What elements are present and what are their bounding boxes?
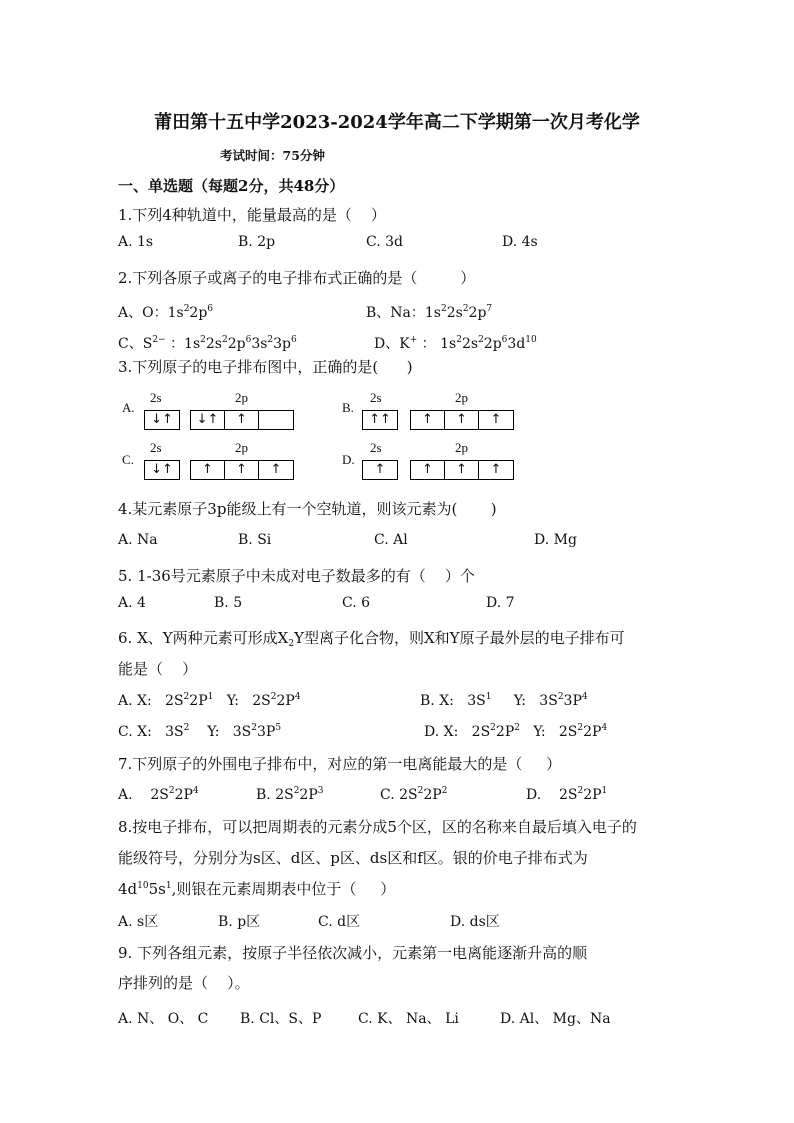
q2-option-a: A、O：$1s^22p^6$ xyxy=(118,304,214,321)
q4-option-c: C. Al xyxy=(374,532,408,548)
q1-option-d: D. 4s xyxy=(502,234,538,250)
q4-option-d: D. Mg xyxy=(534,532,577,548)
q7-option-a: A. $2S^22P^4$ xyxy=(118,786,199,803)
question-9-stem-1: 9. 下列各组元素，按原子半径依次减小，元素第一电离能逐渐升高的顺 xyxy=(118,944,588,962)
q6-option-a: A. X: $2S^22P^1$ Y: $2S^22P^4$ xyxy=(118,692,301,709)
q5-option-c: C. 6 xyxy=(342,595,371,611)
q2-option-c: C、$S^{2-}$ ：$1s^22s^22p^63s^23p^6$ xyxy=(118,335,297,352)
q9-option-a: A. N、 O、 C xyxy=(118,1011,209,1027)
q2-option-d: D、K+ ： $1s^22s^22p^63d^{10}$ xyxy=(374,335,537,352)
q8-option-d: D. ds区 xyxy=(450,914,500,930)
q9-option-c: C. K、 Na、 Li xyxy=(358,1011,459,1027)
q5-option-a: A. 4 xyxy=(118,595,146,611)
question-8-stem-2: 能级符号，分别分为s区、d区、p区、ds区和f区。银的价电子排布式为 xyxy=(118,849,588,867)
q6-option-b: B. X: $3S^1$ Y: $3S^23P^4$ xyxy=(420,692,588,709)
q8-option-b: B. p区 xyxy=(218,914,261,930)
q5-option-d: D. 7 xyxy=(486,595,515,611)
page-title: 莆田第十五中学2023-2024学年高二下学期第一次月考化学 xyxy=(154,112,640,133)
q5-option-b: B. 5 xyxy=(214,595,243,611)
q6-option-d: D. X: $2S^22P^2$ Y: $2S^22P^4$ xyxy=(424,723,608,740)
question-6-stem: 6. X、Y两种元素可形成$X_2Y$型离子化合物，则X和Y原子最外层的电子排布可 xyxy=(118,629,625,649)
q7-option-c: C. $2S^22P^2$ xyxy=(380,786,448,803)
q9-option-b: B. Cl、S、P xyxy=(240,1011,322,1027)
exam-time: 考试时间：75分钟 xyxy=(220,148,325,163)
question-4-stem: 4.某元素原子3p能级上有一个空轨道，则该元素为( ) xyxy=(118,500,497,518)
q4-option-a: A. Na xyxy=(118,532,158,548)
question-9-stem-2: 序排列的是（ ）。 xyxy=(118,974,250,992)
question-5-stem: 5. 1-36号元素原子中未成对电子数最多的有（ ）个 xyxy=(118,567,475,585)
question-6-stem-cont: 能是（ ） xyxy=(118,660,198,678)
q6-option-c: C. X: $3S^2$ Y: $3S^23P^5$ xyxy=(118,723,282,740)
question-2-stem: 2.下列各原子或离子的电子排布式正确的是（ ） xyxy=(118,269,476,287)
q1-option-a: A. 1s xyxy=(118,234,154,250)
q8-option-c: C. d区 xyxy=(318,914,361,930)
question-3-stem: 3.下列原子的电子排布图中，正确的是( ) xyxy=(118,358,413,376)
question-8-stem-3: $4d^{10}5s^1$,则银在元素周期表中位于（ ） xyxy=(118,880,396,898)
q7-option-d: D. $2S^22P^1$ xyxy=(526,786,608,803)
section-heading: 一、单选题（每题2分，共48分） xyxy=(118,177,345,195)
question-7-stem: 7.下列原子的外围电子排布中，对应的第一电离能最大的是（ ） xyxy=(118,755,562,773)
q4-option-b: B. Si xyxy=(238,532,272,548)
q9-option-d: D. Al、 Mg、Na xyxy=(500,1011,611,1027)
q8-option-a: A. s区 xyxy=(118,914,159,930)
q1-option-c: C. 3d xyxy=(366,234,403,250)
question-8-stem-1: 8.按电子排布，可以把周期表的元素分成5个区，区的名称来自最后填入电子的 xyxy=(118,818,637,836)
q1-option-b: B. 2p xyxy=(238,234,276,250)
question-1-stem: 1.下列4种轨道中，能量最高的是（ ） xyxy=(118,206,386,224)
q2-option-b: B、Na：$1s^22s^22p^7$ xyxy=(366,304,493,321)
q7-option-b: B. $2S^22P^3$ xyxy=(256,786,324,803)
